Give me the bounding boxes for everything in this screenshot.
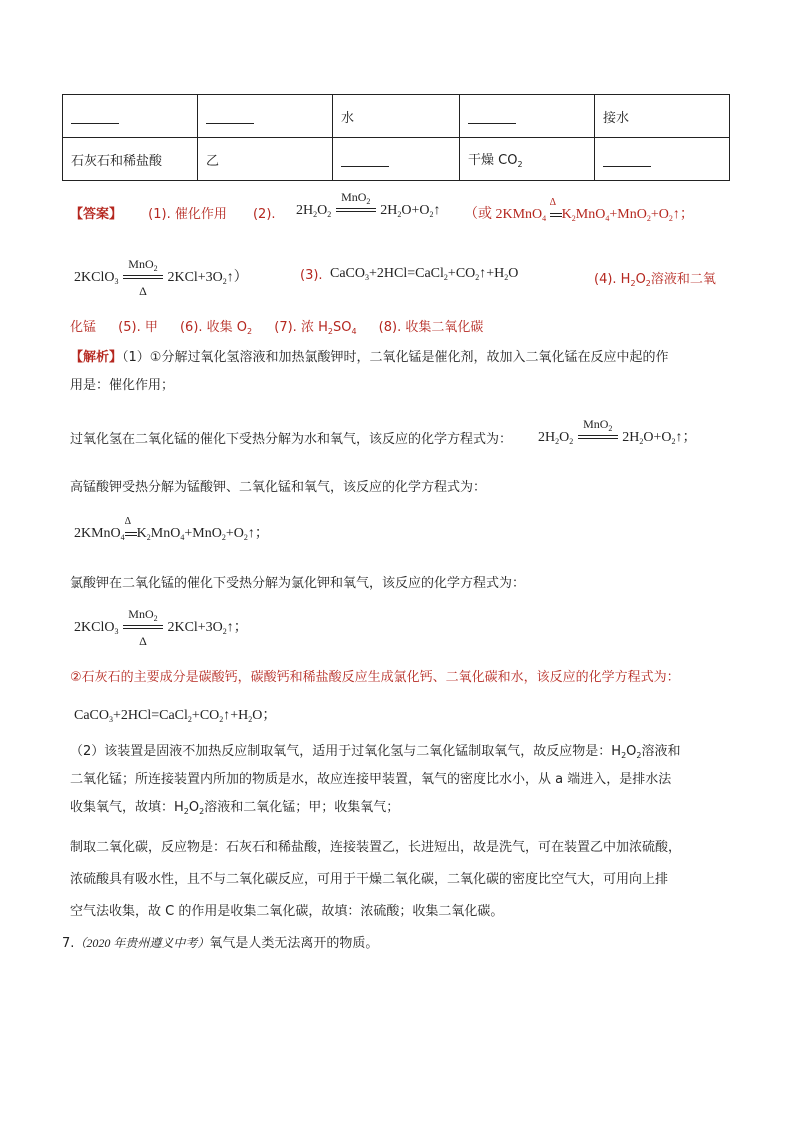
subscript: 2 — [313, 210, 318, 219]
analysis-line-1 — [70, 346, 668, 365]
condition-delta: Δ — [550, 209, 562, 221]
table-cell: 石灰石和稀盐酸 — [63, 138, 198, 181]
analysis-text: 空气法收集，故 C 的作用是收集二氧化碳，故填：浓硫酸；收集二氧化碳。 — [70, 904, 504, 919]
question-number: 7. — [62, 936, 75, 951]
eq-term: 2H — [296, 203, 314, 218]
subscript: 2 — [327, 210, 332, 219]
question-source: （2020 年贵州遵义中考） — [74, 936, 210, 950]
equation-h2o2-analysis: $2H_2O_2$ MnO$_2$ $2H_2O+O_2↑$； — [538, 416, 697, 446]
answer-blank — [341, 152, 389, 167]
answer-blank — [71, 109, 119, 124]
table-cell — [63, 95, 198, 138]
cell-text: 干燥 CO — [468, 153, 518, 168]
analysis-text: 二氧化锰；所连接装置内所加的物质是水，故应连接甲装置，氧气的密度比水小，从 a 端进入，是排水法 — [70, 772, 672, 787]
question-7 — [62, 932, 378, 951]
condition-mno2-delta: MnO$_2$ Δ — [123, 271, 163, 285]
answer-blank — [603, 152, 651, 167]
table-cell — [460, 95, 595, 138]
analysis-line-p6c: 收集氧气，故填：$H_2O_2$溶液和二氧化锰；甲；收集氧气； — [70, 800, 400, 816]
answer-text: (4). H — [594, 272, 631, 287]
equation-kclo3: 2KClO$_3$ MnO$_2$ Δ $2KCl+3O_2↑$） — [74, 256, 248, 298]
analysis-text: 溶液和 — [641, 744, 681, 759]
analysis-text: 高锰酸钾受热分解为锰酸钾、二氧化锰和氧气，该反应的化学方程式为： — [70, 480, 487, 495]
answer-item-3: (3). — [300, 268, 323, 283]
table-cell — [595, 138, 730, 181]
equation-kmno4-analysis: 2KMnO$_4$ Δ $K_2MnO_4+MnO_2+O_2↑$； — [74, 515, 269, 542]
analysis-text: 用是：催化作用； — [70, 378, 175, 393]
answer-item-1: (1). 催化作用 — [148, 207, 227, 222]
answer-item-4: (4). $H_2O_2$溶液和二氧 — [594, 272, 716, 288]
table-row — [63, 95, 730, 138]
equation-caco3-analysis: $CaCO_3+2HCl=CaCl_2+CO_2↑+H_2O$； — [74, 708, 277, 724]
condition-mno2: MnO$_2$ — [336, 204, 376, 218]
equation-kmno4: （或 2KMnO$_4$ Δ $K_2MnO_4+MnO_2+O_2↑$； — [464, 196, 694, 223]
analysis-text: 制取二氧化碳，反应物是：石灰石和稀盐酸，连接装置乙，长进短出，故是洗气，可在装置乙中加浓硫酸， — [70, 840, 682, 855]
answer-item-2-num: (2). — [252, 207, 276, 222]
subscript: 2 — [517, 160, 523, 169]
table-cell: 乙 — [198, 138, 333, 181]
answer-blank — [468, 109, 516, 124]
analysis-text: 浓硫酸具有吸水性，且不与二氧化碳反应，可用于干燥二氧化碳，二氧化碳的密度比空气大，可用向上排 — [70, 872, 669, 887]
analysis-text: 溶液和二氧化锰；甲；收集氧气； — [204, 800, 400, 815]
table-cell — [198, 95, 333, 138]
condition-mno2-delta: MnO$_2$ Δ — [123, 621, 163, 635]
analysis-text: （2）该装置是固液不加热反应制取氧气，适用于过氧化氢与二氧化锰制取氧气，故反应物是：H — [70, 744, 622, 759]
answer-text: (7). 浓 H — [274, 320, 328, 335]
answer-table — [62, 94, 730, 181]
analysis-text: 氯酸钾在二氧化锰的催化下受热分解为氯化钾和氧气，该反应的化学方程式为： — [70, 576, 526, 591]
analysis-text: ②石灰石的主要成分是碳酸钙，碳酸钙和稀盐酸反应生成氯化钙、二氧化碳和水，该反应的化学方程式为： — [70, 670, 680, 685]
equation-h2o2: $2H_2O_2$ MnO$_2$ $2H_2O+O_2↑$ — [296, 189, 441, 219]
answer-text: (6). 收集 O — [179, 320, 248, 335]
answer-text: 化锰 — [70, 320, 97, 335]
answer-blank — [206, 109, 254, 124]
answer-item-6: (6). 收集 $O_2$ — [179, 320, 253, 336]
table-row — [63, 138, 730, 181]
analysis-text: 收集氧气，故填：H — [70, 800, 184, 815]
answer-item-8: (8). 收集二氧化碳 — [378, 320, 484, 335]
answer-section — [70, 203, 276, 222]
analysis-text: （1）①分解过氧化氢溶液和加热氯酸钾时，二氧化锰是催化剂，故加入二氧化锰在反应中起的作 — [122, 350, 669, 365]
analysis-tag: 【解析】 — [70, 350, 123, 365]
equation-kclo3-analysis: 2KClO$_3$ MnO$_2$ Δ $2KCl+3O_2↑$； — [74, 606, 248, 648]
analysis-line-p6a: （2）该装置是固液不加热反应制取氧气，适用于过氧化氢与二氧化锰制取氧气，故反应物是：$H_2O_2$溶液和 — [70, 744, 681, 760]
answer-text: 溶液和二氧 — [650, 272, 716, 287]
answer-tag: 【答案】 — [70, 207, 123, 222]
condition-mno2: MnO$_2$ — [578, 431, 618, 445]
eq-term: （或 2KMnO — [464, 207, 543, 222]
analysis-text: 过氧化氢在二氧化锰的催化下受热分解为水和氧气，该反应的化学方程式为： — [70, 432, 513, 447]
table-cell: 接水 — [595, 95, 730, 138]
answer-item-5: (5). 甲 — [118, 320, 158, 335]
equation-caco3: $CaCO_3+2HCl=CaCl_2+CO_2↑+H_2O$ — [330, 266, 519, 282]
condition-delta: Δ — [125, 528, 137, 540]
table-cell — [460, 138, 595, 181]
table-cell — [333, 138, 460, 181]
question-text: 氧气是人类无法离开的物质。 — [209, 936, 379, 951]
answer-line-3 — [70, 316, 483, 336]
table-cell: 水 — [333, 95, 460, 138]
answer-item-7: (7). 浓 $H_2SO_4$ — [274, 320, 357, 336]
